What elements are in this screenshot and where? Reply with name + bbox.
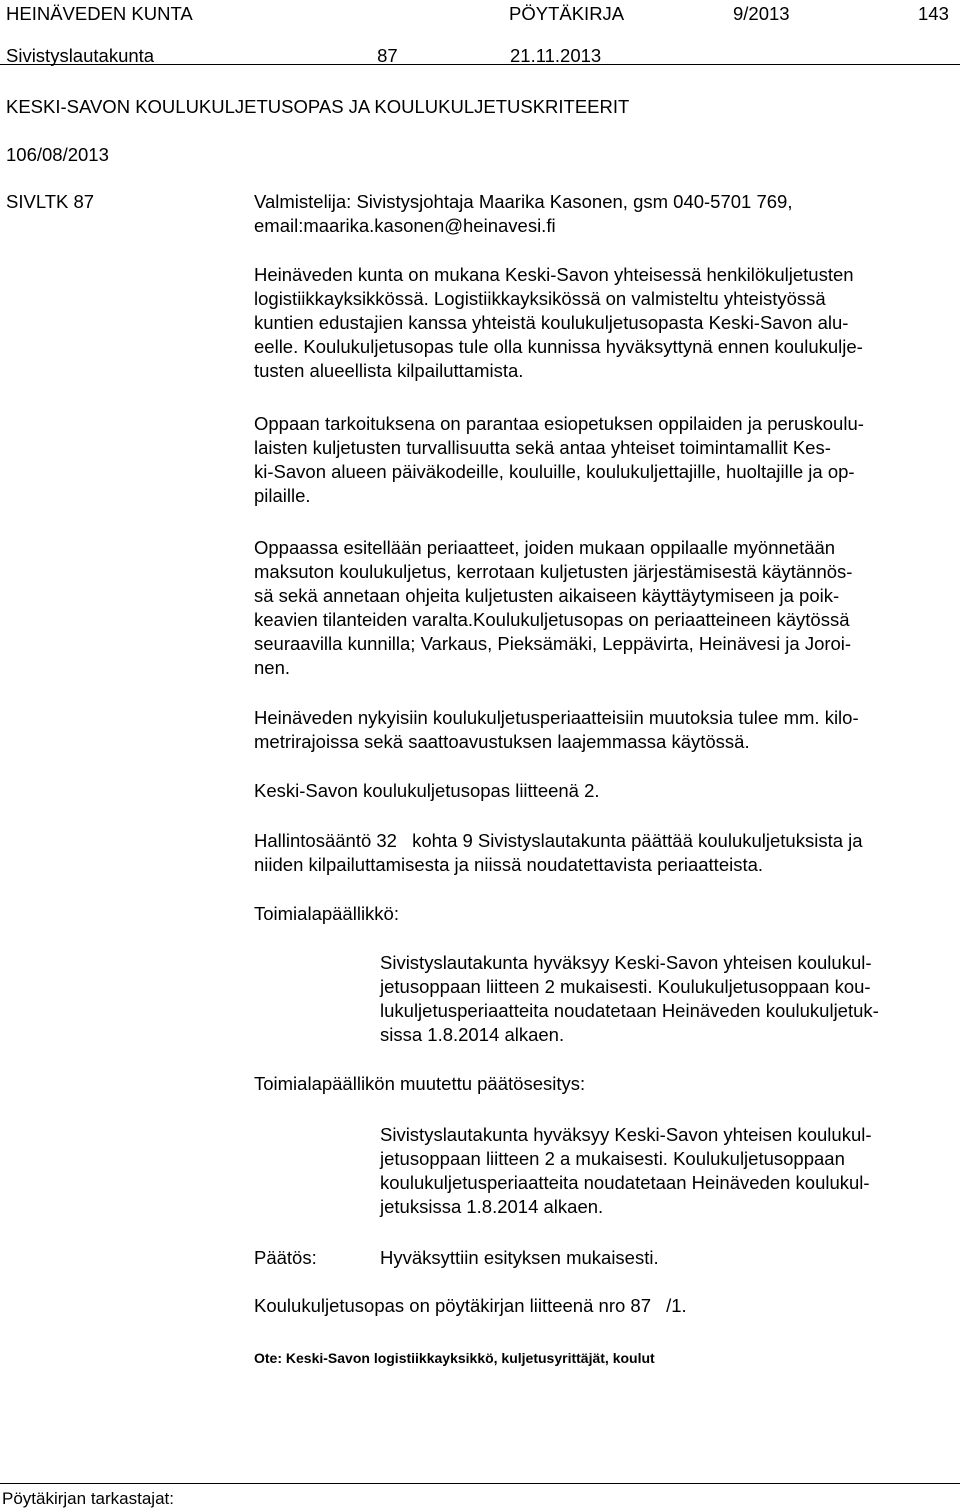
text-line: metrirajoissa sekä saattoavustuksen laajemmassa käytössä. xyxy=(254,731,750,752)
text-line: tusten alueellista kilpailuttamista. xyxy=(254,360,524,381)
text-line: seuraavilla kunnilla; Varkaus, Pieksämäki, Leppävirta, Heinävesi ja Joroi- xyxy=(254,633,852,654)
text-line: ki-Savon alueen päiväkodeille, kouluille, koulukuljettajille, huoltajille ja op- xyxy=(254,461,855,482)
text-line: niiden kilpailuttamisesta ja niissä noudatettavista periaatteista. xyxy=(254,854,764,875)
modified-proposal-label: Toimialapäällikön muutettu päätösesitys: xyxy=(254,1073,586,1094)
document-type: PÖYTÄKIRJA xyxy=(509,3,625,24)
paragraph-changes xyxy=(254,706,954,754)
text-line: koulukuljetusperiaatteita noudatetaan Heinäveden koulukul- xyxy=(380,1172,870,1193)
paragraph-purpose xyxy=(254,412,954,508)
text-line: nen. xyxy=(254,657,291,678)
text-line: keavien tilanteiden varalta.Koulukuljetusopas on periaatteineen käytössä xyxy=(254,609,850,630)
text-line: lukuljetusperiaatteita noudatetaan Heinäveden koulukuljetuk- xyxy=(380,1000,879,1021)
text-line: Sivistyslautakunta hyväksyy Keski-Savon yhteisen koulukul- xyxy=(380,1124,872,1145)
municipality-name: HEINÄVEDEN KUNTA xyxy=(6,3,193,24)
text-line: Oppaan tarkoituksena on parantaa esiopetuksen oppilaiden ja peruskoulu- xyxy=(254,413,864,434)
text-line: Heinäveden nykyisiin koulukuljetusperiaatteisiin muutoksia tulee mm. kilo- xyxy=(254,707,859,728)
meeting-date: 21.11.2013 xyxy=(510,45,602,66)
text-line: maksuton koulukuljetus, kerrotaan kuljetusten järjestämisestä käytännös- xyxy=(254,561,853,582)
header-divider xyxy=(0,64,960,65)
text-line: laisten kuljetusten turvallisuutta sekä antaa yhteiset toimintamallit Kes- xyxy=(254,437,831,458)
preparer-email: email:maarika.kasonen@heinavesi.fi xyxy=(254,215,556,236)
decision-label: Päätös: xyxy=(254,1247,317,1268)
paragraph-attachment-ref xyxy=(254,779,954,803)
text-line: Keski-Savon koulukuljetusopas liitteenä 2. xyxy=(254,780,600,801)
text-line: Heinäveden kunta on mukana Keski-Savon yhteisessä henkilökuljetusten xyxy=(254,264,854,285)
text-line: jetusoppaan liitteen 2 a mukaisesti. Koulukuljetusoppaan xyxy=(380,1148,845,1169)
text-line: sissa 1.8.2014 alkaen. xyxy=(380,1024,565,1045)
text-line: sä sekä annetaan ohjeita kuljetusten aikaiseen käyttäytymiseen ja poik- xyxy=(254,585,840,606)
proposal-label: Toimialapäällikkö: xyxy=(254,903,399,924)
preparer-line: Valmistelija: Sivistysjohtaja Maarika Kasonen, gsm 040-5701 769, xyxy=(254,191,793,212)
text-line: pilaille. xyxy=(254,485,311,506)
footer-divider xyxy=(0,1483,960,1484)
committee-name: Sivistyslautakunta xyxy=(6,45,155,66)
text-line: jetuksissa 1.8.2014 alkaen. xyxy=(380,1196,604,1217)
reviewers-label: Pöytäkirjan tarkastajat: xyxy=(2,1489,174,1508)
document-title: KESKI-SAVON KOULUKULJETUSOPAS JA KOULUKULJETUSKRITEERIT xyxy=(6,96,630,117)
issue-number: 9/2013 xyxy=(733,3,790,24)
text-line: Hallintosääntö 32 kohta 9 Sivistyslautakunta päättää koulukuljetuksista ja xyxy=(254,830,863,851)
paragraph-logistics xyxy=(254,263,954,383)
text-line: logistiikkayksikkössä. Logistiikkayksikössä on valmisteltu yhteistyössä xyxy=(254,288,826,309)
text-line: jetusoppaan liitteen 2 mukaisesti. Koulukuljetusoppaan kou- xyxy=(380,976,871,997)
section-label: SIVLTK 87 xyxy=(6,191,95,212)
text-line: kuntien edustajien kanssa yhteistä koulukuljetusopasta Keski-Savon alu- xyxy=(254,312,849,333)
decision-text: Hyväksyttiin esityksen mukaisesti. xyxy=(380,1247,659,1268)
record-number: 106/08/2013 xyxy=(6,144,109,165)
page-number: 143 xyxy=(918,3,949,24)
preparer-info xyxy=(254,190,954,238)
paragraph-principles xyxy=(254,536,954,680)
attachment-reference: Koulukuljetusopas on pöytäkirjan liitteenä nro 87 /1. xyxy=(254,1295,687,1316)
distribution-note: Ote: Keski-Savon logistiikkayksikkö, kuljetusyrittäjät, koulut xyxy=(254,1350,655,1366)
text-line: eelle. Koulukuljetusopas tule olla kunnissa hyväksyttynä ennen koulukulje- xyxy=(254,336,863,357)
text-line: Oppaassa esitellään periaatteet, joiden mukaan oppilaalle myönnetään xyxy=(254,537,836,558)
text-line: Sivistyslautakunta hyväksyy Keski-Savon yhteisen koulukul- xyxy=(380,952,872,973)
section-number: 87 xyxy=(377,45,398,66)
proposal-text xyxy=(380,951,956,1047)
modified-proposal-text xyxy=(380,1123,956,1219)
paragraph-regulation xyxy=(254,829,954,877)
